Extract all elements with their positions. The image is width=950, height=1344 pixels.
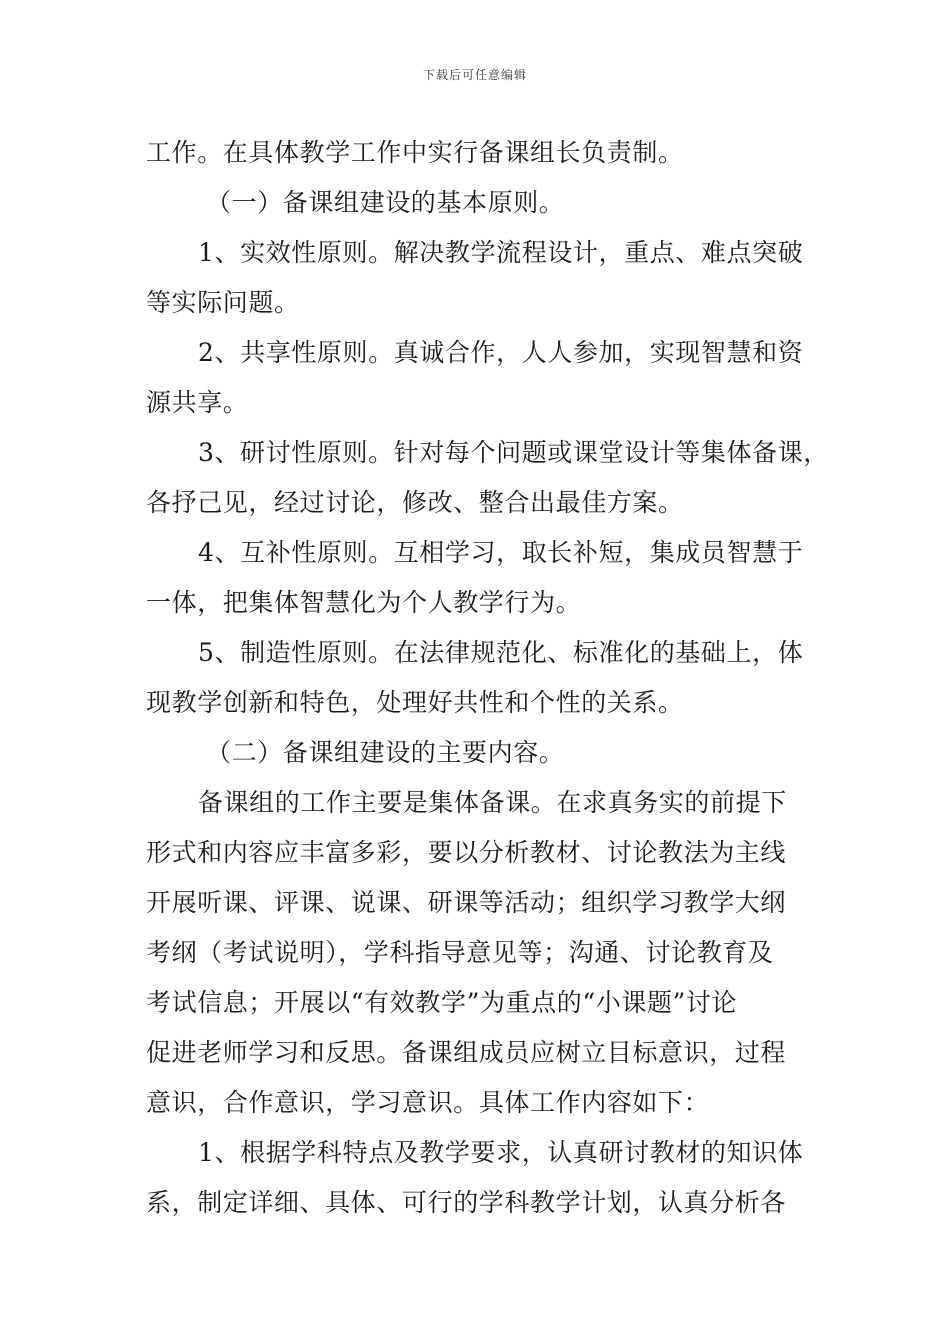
text-line-10: 一体，把集体智慧化为个人教学行为。 xyxy=(146,588,582,617)
text-line-11: 5、制造性原则。在法律规范化、标准化的基础上，体 xyxy=(198,638,804,667)
text-line-19: 促进老师学习和反思。备课组成员应树立目标意识，过程 xyxy=(146,1038,787,1067)
text-line-15: 形式和内容应丰富多彩，要以分析教材、讨论教法为主线 xyxy=(146,838,787,867)
page-header: 下载后可任意编辑 xyxy=(422,68,527,82)
text-line-9: 4、互补性原则。互相学习，取长补短，集成员智慧于 xyxy=(198,538,804,567)
section-heading-2: （二）备课组建设的主要内容。 xyxy=(206,738,565,767)
text-line-12: 现教学创新和特色，处理好共性和个性的关系。 xyxy=(146,688,684,717)
text-line-22: 系，制定详细、具体、可行的学科教学计划，认真分析各 xyxy=(146,1188,787,1217)
text-line-4: 等实际问题。 xyxy=(146,288,300,317)
document-body xyxy=(146,128,829,1228)
text-line-21: 1、根据学科特点及教学要求，认真研讨教材的知识体 xyxy=(198,1138,804,1167)
section-heading-1: （一）备课组建设的基本原则。 xyxy=(206,188,565,217)
text-line-16: 开展听课、评课、说课、研课等活动；组织学习教学大纲 xyxy=(146,888,787,917)
text-line-20: 意识，合作意识，学习意识。具体工作内容如下： xyxy=(146,1088,710,1117)
text-line-14: 备课组的工作主要是集体备课。在求真务实的前提下 xyxy=(198,788,787,817)
text-line-6: 源共享。 xyxy=(146,388,249,417)
text-line-17: 考纲（考试说明），学科指导意见等；沟通、讨论教育及 xyxy=(146,938,774,967)
text-line-8: 各抒己见，经过讨论，修改、整合出最佳方案。 xyxy=(146,488,684,517)
text-line-1: 工作。在具体教学工作中实行备课组长负责制。 xyxy=(146,138,684,167)
text-line-7: 3、研讨性原则。针对每个问题或课堂设计等集体备课， xyxy=(198,438,829,467)
text-line-18: 考试信息；开展以“有效教学”为重点的“小课题”讨论 xyxy=(146,988,738,1017)
text-line-3: 1、实效性原则。解决教学流程设计，重点、难点突破 xyxy=(198,238,804,267)
text-line-5: 2、共享性原则。真诚合作，人人参加，实现智慧和资 xyxy=(198,338,804,367)
